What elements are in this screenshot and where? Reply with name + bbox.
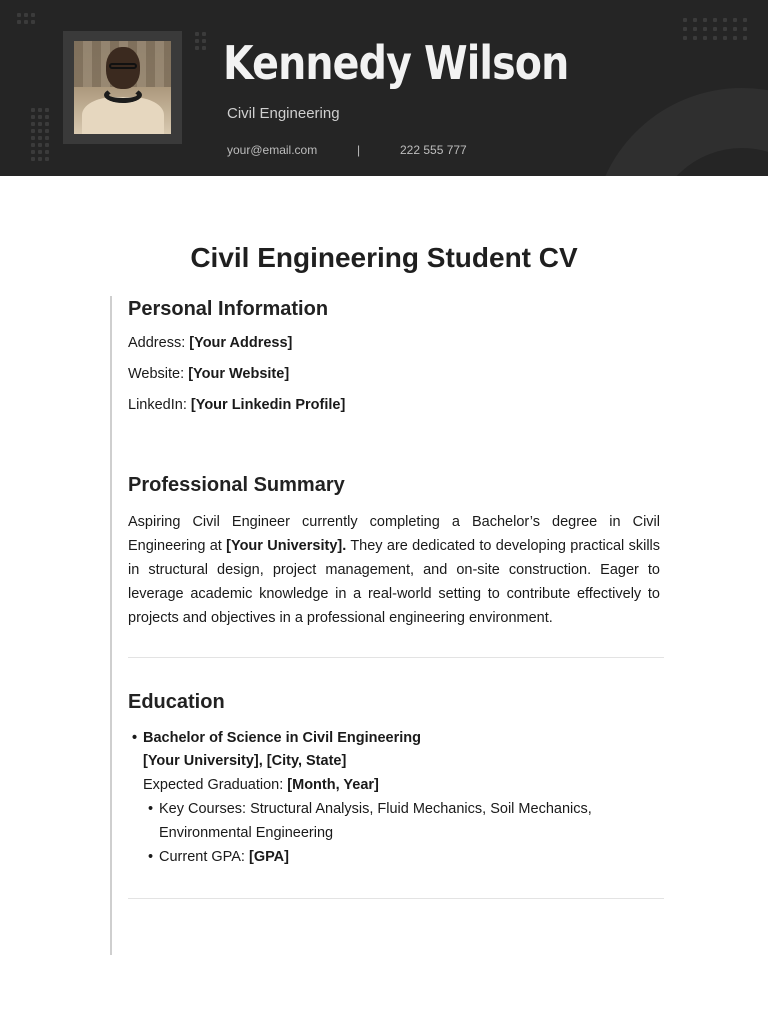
education-degree: • Bachelor of Science in Civil Engineering	[143, 730, 421, 746]
education-heading: Education	[128, 691, 225, 713]
profile-photo	[74, 41, 171, 134]
personal-info-heading: Personal Information	[128, 298, 329, 320]
key-courses-continuation: Environmental Engineering	[159, 825, 334, 841]
key-courses-item: • Key Courses: Structural Analysis, Fluid Mechanics, Soil Mechanics,	[159, 801, 592, 817]
candidate-role: Civil Engineering	[227, 105, 340, 122]
website-line	[128, 366, 289, 382]
candidate-name: Kennedy Wilson	[223, 36, 569, 90]
gpa-label: Current GPA:	[159, 849, 245, 865]
website-label: Website:	[128, 366, 185, 382]
email-text: your@email.com	[227, 143, 318, 157]
address-label: Address:	[128, 335, 186, 351]
linkedin-line	[128, 397, 345, 413]
header-banner	[0, 0, 768, 176]
gpa-item	[159, 849, 289, 865]
document-title: Civil Engineering Student CV	[190, 242, 578, 273]
linkedin-value: [Your Linkedin Profile]	[190, 397, 346, 413]
phone-text: 222 555 777	[400, 143, 467, 157]
address-value: [Your Address]	[189, 335, 293, 351]
gpa-value: [GPA]	[248, 849, 289, 865]
profile-photo-frame	[63, 31, 182, 144]
graduation-value: [Month, Year]	[287, 777, 379, 793]
section-divider-bottom	[128, 898, 664, 899]
professional-summary-heading: Professional Summary	[128, 474, 345, 496]
summary-text-after: They are dedicated to developing practical skills in structural design, project management, and on-site construction. Eager to leverage academic knowledge in a real-world setting to contribute effectively to projects and objectives in a professional engineering environment.	[128, 538, 661, 626]
graduation-label: Expected Graduation:	[143, 777, 284, 793]
website-value: [Your Website]	[188, 366, 290, 382]
section-divider	[128, 657, 664, 658]
contact-separator: |	[357, 143, 361, 157]
left-accent-line	[110, 296, 112, 955]
linkedin-label: LinkedIn:	[128, 397, 187, 413]
summary-text-before: Aspiring Civil Engineer currently completing a Bachelor’s degree in Civil Engineering at	[128, 514, 660, 554]
graduation-line	[143, 777, 379, 793]
decorative-arc	[592, 88, 768, 176]
professional-summary-text	[128, 510, 660, 630]
education-school: [Your University], [City, State]	[143, 753, 347, 769]
summary-university: [Your University].	[226, 538, 347, 554]
address-line	[128, 335, 292, 351]
